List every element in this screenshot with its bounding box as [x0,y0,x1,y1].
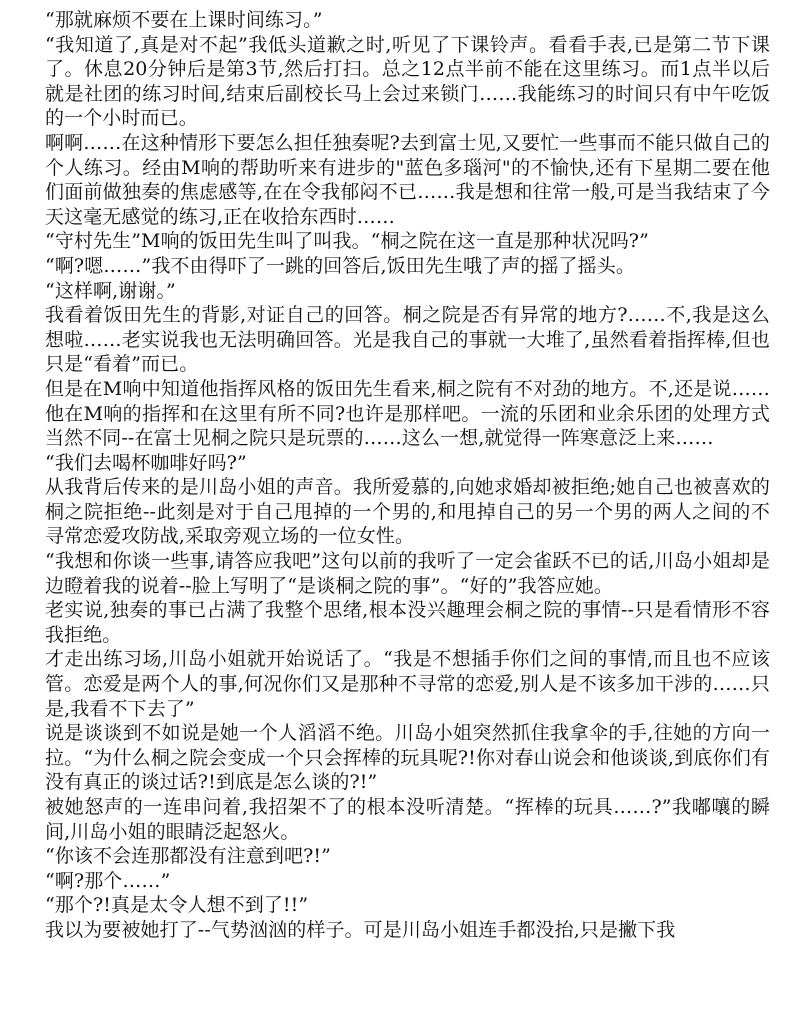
paragraph: “啊?那个……” [45,869,171,892]
paragraph: “守村先生”M响的饭田先生叫了叫我。“桐之院在这一直是那种状况吗?” [45,230,649,253]
paragraph: “我们去喝杯咖啡好吗?” [45,451,247,474]
paragraph: “这样啊,谢谢。” [45,279,176,302]
paragraph: “啊?嗯……”我不由得吓了一跳的回答后,饭田先生哦了声的摇了摇头。 [45,254,635,277]
paragraph: 说是谈谈到不如说是她一个人滔滔不绝。川岛小姐突然抓住我拿伞的手,往她的方向一拉。“为什么桐之院会变成一个只会挥棒的玩具呢?!你对春山说会和他谈谈,到底你们有没有真正的谈过话?!到底是怎么谈的?!” [45,722,770,794]
paragraph: “我知道了,真是对不起”我低头道歉之时,听见了下课铃声。看看手表,已是第二节下课了。休息20分钟后是第3节,然后打扫。总之12点半前不能在这里练习。而1点半以后就是社团的练习时间,结束后副校长马上会过来锁门……我能练习的时间只有中午吃饭的一个小时而已。 [45,33,770,130]
paragraph: 被她怒声的一连串问着,我招架不了的根本没听清楚。“挥棒的玩具……?”我嘟嚷的瞬间,川岛小姐的眼睛泛起怒火。 [45,796,770,843]
paragraph: 我看着饭田先生的背影,对证自己的回答。桐之院是否有异常的地方?……不,我是这么想啦……老实说我也无法明确回答。光是我自己的事就一大堆了,虽然看着指挥棒,但也只是“看着”而已。 [45,304,770,376]
paragraph: 从我背后传来的是川岛小姐的声音。我所爱慕的,向她求婚却被拒绝;她自己也被喜欢的桐之院拒绝--此刻是对于自己甩掉的一个男的,和甩掉自己的另一个男的两人之间的不寻常恋爱攻防战,采取旁观立场的一位女性。 [45,476,770,548]
paragraph: 但是在M响中知道他指挥风格的饭田先生看来,桐之院有不对劲的地方。不,还是说……他在M响的指挥和在这里有所不同?也许是那样吧。一流的乐团和业余乐团的处理方式当然不同--在富士见桐之院只是玩票的……这么一想,就觉得一阵寒意泛上来…… [45,377,770,450]
paragraph: 才走出练习场,川岛小姐就开始说话了。“我是不想插手你们之间的事情,而且也不应该管。恋爱是两个人的事,何况你们又是那种不寻常的恋爱,别人是不该多加干涉的……只是,我看不下去了” [45,648,770,720]
document-page [45,8,770,943]
paragraph: 我以为要被她打了--气势汹汹的样子。可是川岛小姐连手都没抬,只是撇下我 [45,918,676,941]
paragraph: “那就麻烦不要在上课时间练习。” [45,9,323,31]
paragraph: “你该不会连那都没有注意到吧?!” [45,845,331,868]
paragraph: “那个?!真是太令人想不到了!!” [45,894,309,917]
paragraph: 老实说,独奏的事已占满了我整个思绪,根本没兴趣理会桐之院的事情--只是看情形不容我拒绝。 [45,599,770,646]
paragraph: 啊啊……在这种情形下要怎么担任独奏呢?去到富士见,又要忙一些事而不能只做自己的个人练习。经由M响的帮助听来有进步的"蓝色多瑙河"的不愉快,还有下星期二要在他们面前做独奏的焦虑感等,在在令我郁闷不已……我是想和往常一般,可是当我结束了今天这毫无感觉的练习,正在收拾东西时…… [45,131,770,228]
paragraph: “我想和你谈一些事,请答应我吧”这句以前的我听了一定会雀跃不已的话,川岛小姐却是边瞪着我的说着--脸上写明了“是谈桐之院的事”。“好的”我答应她。 [45,550,770,597]
